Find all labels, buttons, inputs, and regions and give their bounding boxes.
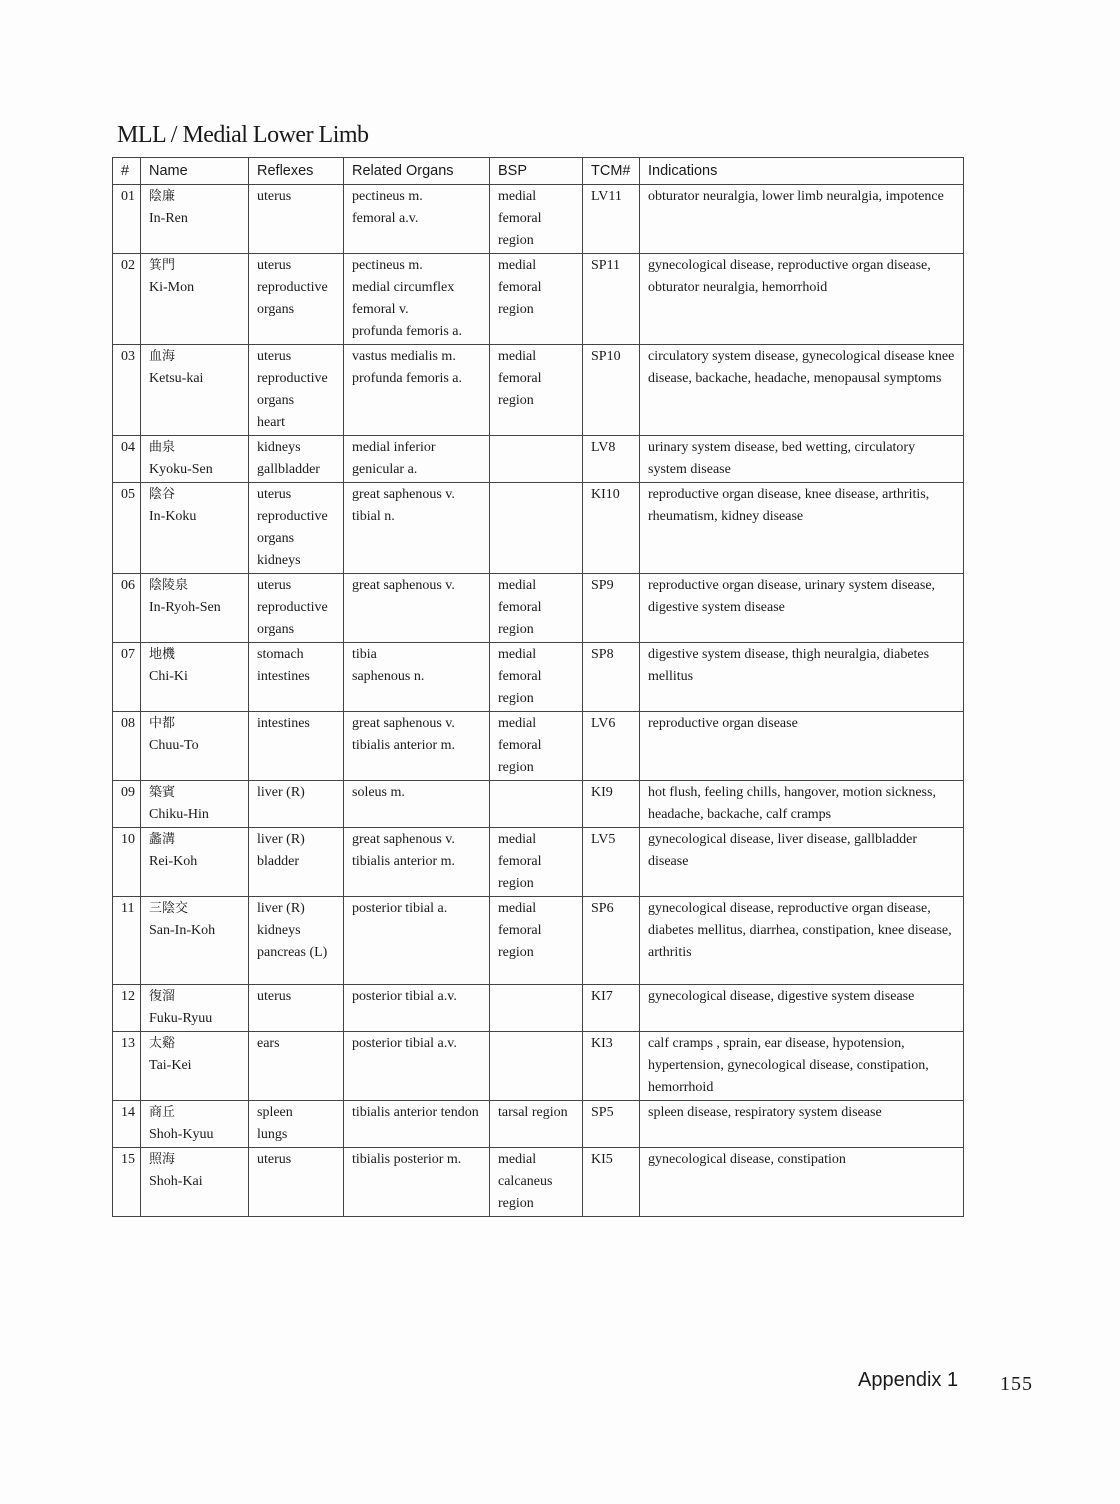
cell-related-organs [344,483,490,574]
reflex-item: uterus [257,189,292,204]
cell-bsp [490,1101,583,1148]
cell-reflexes [249,185,344,254]
reflex-item: uterus [257,349,292,364]
tcm-code: KI5 [591,1152,613,1167]
indications-text: hot flush, feeling chills, hangover, motion sickness, headache, backache, calf cramps [648,785,936,822]
bsp-item: tarsal region [498,1105,568,1120]
reflex-item: stomach [257,647,304,662]
point-name-kanji: 地機 [149,647,176,662]
cell-reflexes [249,1101,344,1148]
reflex-item: heart [257,415,285,430]
cell-tcm [583,1101,640,1148]
column-header-tcm: TCM# [583,158,640,185]
cell-indications [640,828,964,897]
cell-related-organs [344,574,490,643]
table-row [113,1101,964,1148]
cell-related-organs [344,436,490,483]
cell-name [141,828,249,897]
point-number: 10 [121,832,135,847]
related-organ-item: tibialis anterior m. [352,738,456,753]
cell-reflexes [249,643,344,712]
cell-tcm [583,185,640,254]
table-row [113,1148,964,1217]
point-name-romaji: In-Ren [149,211,188,226]
cell-number [113,436,141,483]
reflex-item: organs [257,302,295,317]
point-number: 06 [121,578,135,593]
cell-indications [640,781,964,828]
reflex-item: uterus [257,578,292,593]
reflex-item: pancreas (L) [257,945,328,960]
indications-text: digestive system disease, thigh neuralgia, diabetes mellitus [648,647,930,684]
column-header-number: # [113,158,141,185]
cell-indications [640,1101,964,1148]
point-number: 09 [121,785,135,800]
tcm-code: LV11 [591,189,622,204]
reflex-item: gallbladder [257,462,320,477]
related-organ-item: tibialis anterior m. [352,854,456,869]
indications-text: reproductive organ disease, urinary system disease, digestive system disease [648,578,936,615]
bsp-item: medial [498,258,537,273]
cell-name [141,483,249,574]
cell-number [113,985,141,1032]
cell-tcm [583,254,640,345]
bsp-item: medial [498,832,537,847]
related-organ-item: profunda femoris a. [352,324,463,339]
tcm-code: SP8 [591,647,614,662]
bsp-item: femoral [498,211,542,226]
table-row [113,897,964,985]
column-header-name: Name [141,158,249,185]
cell-indications [640,483,964,574]
point-name-romaji: Ki-Mon [149,280,195,295]
cell-tcm [583,643,640,712]
point-name-romaji: Chiku-Hin [149,807,209,822]
tcm-code: SP6 [591,901,614,916]
cell-bsp [490,828,583,897]
bsp-item: region [498,302,534,317]
cell-number [113,781,141,828]
cell-tcm [583,1148,640,1217]
reflex-item: uterus [257,258,292,273]
indications-text: gynecological disease, digestive system disease [648,989,915,1004]
point-name-romaji: Chi-Ki [149,669,188,684]
cell-number [113,1032,141,1101]
related-organ-item: medial inferior [352,440,436,455]
tcm-code: LV5 [591,832,616,847]
cell-tcm [583,828,640,897]
tcm-code: KI3 [591,1036,613,1051]
cell-number [113,712,141,781]
cell-related-organs [344,897,490,985]
cell-related-organs [344,1101,490,1148]
point-name-romaji: Rei-Koh [149,854,198,869]
point-name-romaji: Fuku-Ryuu [149,1011,213,1026]
related-organ-item: pectineus m. [352,258,423,273]
point-number: 14 [121,1105,135,1120]
indications-text: reproductive organ disease [648,716,798,731]
cell-bsp [490,483,583,574]
cell-reflexes [249,781,344,828]
bsp-item: region [498,876,534,891]
cell-reflexes [249,897,344,985]
cell-tcm [583,436,640,483]
reflex-item: uterus [257,487,292,502]
cell-reflexes [249,483,344,574]
indications-text: calf cramps , sprain, ear disease, hypotension, hypertension, gynecological disease, constipation, hemorrhoid [648,1036,929,1095]
cell-name [141,574,249,643]
bsp-item: femoral [498,280,542,295]
bsp-item: medial [498,716,537,731]
bsp-item: medial [498,189,537,204]
point-name-romaji: Kyoku-Sen [149,462,213,477]
cell-name [141,436,249,483]
indications-text: gynecological disease, reproductive organ disease, diabetes mellitus, diarrhea, constipation, knee disease, arthritis [648,901,952,960]
reflex-item: ears [257,1036,280,1051]
cell-related-organs [344,643,490,712]
cell-reflexes [249,828,344,897]
cell-number [113,828,141,897]
tcm-code: KI9 [591,785,613,800]
bsp-item: medial [498,901,537,916]
cell-related-organs [344,345,490,436]
related-organ-item: soleus m. [352,785,405,800]
reflex-item: kidneys [257,553,301,568]
point-name-romaji: In-Ryoh-Sen [149,600,221,615]
related-organ-item: medial circumflex [352,280,455,295]
cell-name [141,985,249,1032]
point-name-kanji: 照海 [149,1152,176,1167]
cell-related-organs [344,1148,490,1217]
cell-bsp [490,781,583,828]
cell-indications [640,185,964,254]
cell-number [113,1101,141,1148]
cell-reflexes [249,985,344,1032]
bsp-item: medial [498,349,537,364]
cell-number [113,345,141,436]
cell-number [113,185,141,254]
table-row [113,574,964,643]
cell-indications [640,436,964,483]
related-organ-item: tibialis anterior tendon [352,1105,479,1120]
cell-name [141,254,249,345]
cell-reflexes [249,712,344,781]
reflex-item: kidneys [257,923,301,938]
cell-related-organs [344,828,490,897]
cell-indications [640,712,964,781]
point-name-romaji: Shoh-Kai [149,1174,203,1189]
point-name-romaji: Shoh-Kyuu [149,1127,214,1142]
point-number: 01 [121,189,135,204]
cell-bsp [490,185,583,254]
cell-related-organs [344,1032,490,1101]
indications-text: urinary system disease, bed wetting, circulatory system disease [648,440,916,477]
cell-tcm [583,781,640,828]
table-row [113,781,964,828]
point-name-kanji: 陰廉 [149,189,176,204]
related-organ-item: posterior tibial a.v. [352,989,457,1004]
point-number: 13 [121,1036,135,1051]
reflex-item: reproductive [257,280,328,295]
bsp-item: region [498,622,534,637]
related-organ-item: femoral a.v. [352,211,419,226]
point-number: 02 [121,258,135,273]
point-number: 03 [121,349,135,364]
tcm-code: KI10 [591,487,620,502]
related-organ-item: posterior tibial a. [352,901,448,916]
reflex-item: liver (R) [257,785,305,800]
related-organ-item: great saphenous v. [352,832,455,847]
cell-reflexes [249,1032,344,1101]
cell-reflexes [249,1148,344,1217]
cell-bsp [490,643,583,712]
cell-bsp [490,254,583,345]
reflex-item: spleen [257,1105,293,1120]
reflex-item: lungs [257,1127,288,1142]
tcm-code: LV8 [591,440,616,455]
cell-tcm [583,897,640,985]
cell-tcm [583,345,640,436]
point-number: 04 [121,440,135,455]
point-number: 05 [121,487,135,502]
related-organ-item: profunda femoris a. [352,371,463,386]
point-name-kanji: 陰谷 [149,487,176,502]
point-number: 12 [121,989,135,1004]
table-body [113,185,964,1217]
column-header-bsp: BSP [490,158,583,185]
related-organ-item: tibial n. [352,509,395,524]
column-header-indications: Indications [640,158,964,185]
bsp-item: calcaneus [498,1174,553,1189]
related-organ-item: tibia [352,647,377,662]
reflex-item: liver (R) [257,901,305,916]
cell-bsp [490,1032,583,1101]
point-name-kanji: 血海 [149,349,176,364]
bsp-item: region [498,1196,534,1211]
reflex-item: liver (R) [257,832,305,847]
indications-text: reproductive organ disease, knee disease, arthritis, rheumatism, kidney disease [648,487,930,524]
related-organ-item: femoral v. [352,302,409,317]
cell-number [113,897,141,985]
bsp-item: region [498,233,534,248]
point-name-romaji: Ketsu-kai [149,371,204,386]
cell-number [113,643,141,712]
cell-indications [640,254,964,345]
indications-text: gynecological disease, constipation [648,1152,846,1167]
cell-tcm [583,1032,640,1101]
tcm-code: SP11 [591,258,621,273]
table-row [113,1032,964,1101]
cell-indications [640,345,964,436]
point-number: 11 [121,901,135,916]
bsp-item: medial [498,1152,537,1167]
cell-bsp [490,985,583,1032]
cell-name [141,781,249,828]
reflex-item: kidneys [257,440,301,455]
tcm-code: SP9 [591,578,614,593]
bsp-item: femoral [498,600,542,615]
cell-name [141,1032,249,1101]
indications-text: circulatory system disease, gynecological disease knee disease, backache, headache, menopausal symptoms [648,349,955,386]
point-number: 15 [121,1152,135,1167]
table-row [113,345,964,436]
bsp-item: region [498,691,534,706]
medial-lower-limb-table [112,157,964,1217]
cell-name [141,1148,249,1217]
point-name-kanji: 曲泉 [149,440,176,455]
cell-name [141,712,249,781]
cell-tcm [583,483,640,574]
reflex-item: intestines [257,716,310,731]
point-name-kanji: 陰陵泉 [149,578,189,593]
cell-indications [640,574,964,643]
tcm-code: KI7 [591,989,613,1004]
cell-number [113,483,141,574]
related-organ-item: posterior tibial a.v. [352,1036,457,1051]
table-row [113,643,964,712]
point-name-romaji: In-Koku [149,509,197,524]
bsp-item: femoral [498,738,542,753]
related-organ-item: great saphenous v. [352,578,455,593]
point-name-kanji: 商丘 [149,1105,176,1120]
related-organ-item: saphenous n. [352,669,425,684]
column-header-related-organs: Related Organs [344,158,490,185]
column-header-reflexes: Reflexes [249,158,344,185]
bsp-item: femoral [498,669,542,684]
cell-name [141,185,249,254]
cell-tcm [583,712,640,781]
tcm-code: SP5 [591,1105,614,1120]
bsp-item: region [498,945,534,960]
table-row [113,254,964,345]
cell-related-organs [344,185,490,254]
point-number: 08 [121,716,135,731]
cell-bsp [490,1148,583,1217]
cell-indications [640,1032,964,1101]
bsp-item: region [498,393,534,408]
related-organ-item: vastus medialis m. [352,349,456,364]
reflex-item: bladder [257,854,299,869]
cell-bsp [490,897,583,985]
reflex-item: reproductive [257,371,328,386]
table-row [113,436,964,483]
cell-name [141,345,249,436]
cell-related-organs [344,985,490,1032]
related-organ-item: genicular a. [352,462,418,477]
point-name-romaji: Chuu-To [149,738,199,753]
cell-bsp [490,345,583,436]
bsp-item: medial [498,647,537,662]
reflex-item: uterus [257,1152,292,1167]
point-name-kanji: 中都 [149,716,176,731]
reflex-item: intestines [257,669,310,684]
cell-reflexes [249,574,344,643]
indications-text: gynecological disease, liver disease, gallbladder disease [648,832,918,869]
related-organ-item: great saphenous v. [352,716,455,731]
reflex-item: reproductive [257,600,328,615]
point-name-romaji: Tai-Kei [149,1058,192,1073]
point-name-kanji: 築賓 [149,785,176,800]
indications-text: obturator neuralgia, lower limb neuralgia, impotence [648,189,944,204]
cell-number [113,1148,141,1217]
reflex-item: organs [257,531,295,546]
reflex-item: reproductive [257,509,328,524]
indications-text: gynecological disease, reproductive organ disease, obturator neuralgia, hemorrhoid [648,258,931,295]
tcm-code: LV6 [591,716,616,731]
point-name-romaji: San-In-Koh [149,923,216,938]
reflex-item: organs [257,622,295,637]
table-row [113,828,964,897]
table-header-row [113,158,964,185]
page-title: MLL / Medial Lower Limb [117,122,369,148]
cell-indications [640,985,964,1032]
cell-reflexes [249,345,344,436]
bsp-item: femoral [498,371,542,386]
bsp-item: femoral [498,923,542,938]
page-number: 155 [1000,1373,1033,1395]
cell-bsp [490,712,583,781]
appendix-label: Appendix 1 [858,1369,959,1391]
cell-name [141,897,249,985]
cell-related-organs [344,781,490,828]
cell-name [141,643,249,712]
cell-tcm [583,574,640,643]
related-organ-item: tibialis posterior m. [352,1152,462,1167]
related-organ-item: pectineus m. [352,189,423,204]
related-organ-item: great saphenous v. [352,487,455,502]
cell-reflexes [249,436,344,483]
bsp-item: region [498,760,534,775]
cell-number [113,254,141,345]
reflex-item: uterus [257,989,292,1004]
bsp-item: femoral [498,854,542,869]
cell-number [113,574,141,643]
point-name-kanji: 蠡溝 [149,832,176,847]
cell-indications [640,897,964,985]
point-name-kanji: 三陰交 [149,901,189,916]
reflex-item: organs [257,393,295,408]
cell-indications [640,643,964,712]
cell-related-organs [344,254,490,345]
table-row [113,185,964,254]
cell-reflexes [249,254,344,345]
cell-tcm [583,985,640,1032]
table-row [113,483,964,574]
indications-text: spleen disease, respiratory system disease [648,1105,882,1120]
tcm-code: SP10 [591,349,621,364]
cell-indications [640,1148,964,1217]
cell-bsp [490,436,583,483]
point-name-kanji: 箕門 [149,258,176,273]
point-name-kanji: 太谿 [149,1036,176,1051]
point-name-kanji: 復溜 [149,989,176,1004]
table-row [113,712,964,781]
cell-related-organs [344,712,490,781]
point-number: 07 [121,647,135,662]
bsp-item: medial [498,578,537,593]
cell-bsp [490,574,583,643]
table-row [113,985,964,1032]
cell-name [141,1101,249,1148]
